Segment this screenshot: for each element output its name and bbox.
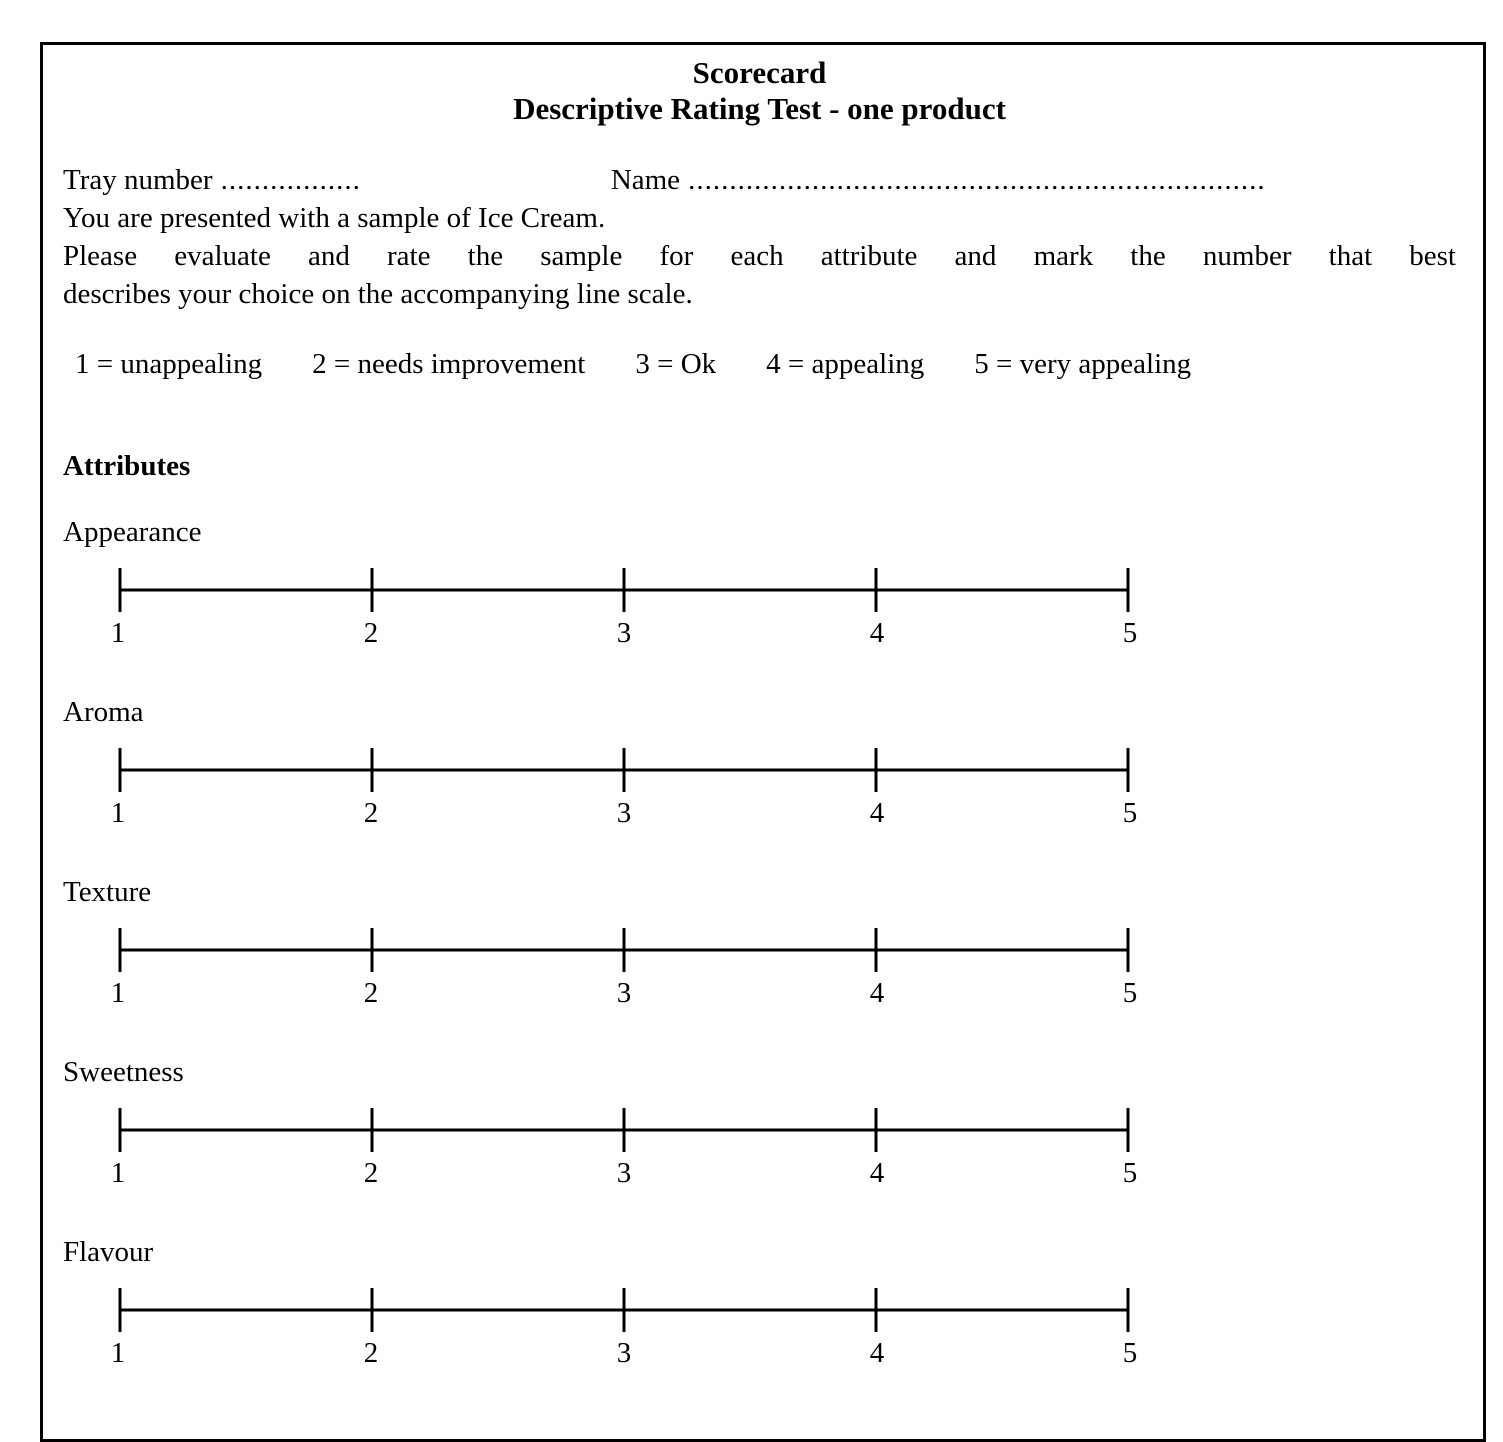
scale-number[interactable]: 2 <box>363 617 379 649</box>
rating-scale-line-icon[interactable] <box>118 927 1130 975</box>
attributes-list <box>63 513 1456 1375</box>
scale-number[interactable]: 5 <box>1122 1157 1138 1189</box>
scale-number[interactable]: 5 <box>1122 617 1138 649</box>
rating-scale[interactable] <box>110 747 1138 835</box>
scale-number[interactable]: 4 <box>869 797 885 829</box>
scale-number[interactable]: 2 <box>363 797 379 829</box>
legend-item: 5 = very appealing <box>974 348 1192 380</box>
scale-number[interactable]: 2 <box>363 1157 379 1189</box>
legend-item: 1 = unappealing <box>75 348 263 380</box>
scale-number[interactable]: 3 <box>616 797 632 829</box>
attribute-block <box>63 1053 1456 1195</box>
attribute-label: Aroma <box>63 696 144 728</box>
scale-number[interactable]: 1 <box>110 977 126 1009</box>
scale-number[interactable]: 4 <box>869 617 885 649</box>
rating-scale-line-icon[interactable] <box>118 1107 1130 1155</box>
instruction-line-2: Please evaluate and rate the sample for each attribute and mark the number that best <box>63 240 1456 272</box>
scale-number[interactable]: 4 <box>869 977 885 1009</box>
scale-number[interactable]: 1 <box>110 1337 126 1369</box>
attribute-label: Flavour <box>63 1236 154 1268</box>
header-fields <box>63 161 1456 199</box>
rating-scale[interactable] <box>110 927 1138 1015</box>
scale-numbers <box>110 615 1138 655</box>
scale-number[interactable]: 5 <box>1122 977 1138 1009</box>
scale-number[interactable]: 5 <box>1122 1337 1138 1369</box>
attributes-heading: Attributes <box>63 450 191 482</box>
attribute-label: Appearance <box>63 516 202 548</box>
attribute-block <box>63 873 1456 1015</box>
title-line-2: Descriptive Rating Test - one product <box>513 91 1006 126</box>
title-line-1: Scorecard <box>692 55 827 90</box>
rating-scale[interactable] <box>110 567 1138 655</box>
scale-number[interactable]: 1 <box>110 1157 126 1189</box>
scale-numbers <box>110 975 1138 1015</box>
attribute-block <box>63 693 1456 835</box>
instruction-line-1: You are presented with a sample of Ice Cream. <box>63 202 606 234</box>
scale-numbers <box>110 795 1138 835</box>
tray-number-blank[interactable]: ................. <box>220 164 361 196</box>
attribute-block <box>63 1233 1456 1375</box>
rating-scale[interactable] <box>110 1107 1138 1195</box>
scale-numbers <box>110 1155 1138 1195</box>
scale-number[interactable]: 4 <box>869 1337 885 1369</box>
legend-item: 2 = needs improvement <box>312 348 586 380</box>
name-blank[interactable]: ...................................................................... <box>688 164 1266 196</box>
attribute-label: Sweetness <box>63 1056 184 1088</box>
rating-scale-line-icon[interactable] <box>118 747 1130 795</box>
scale-legend <box>63 345 1456 383</box>
tray-number-label: Tray number <box>63 164 213 196</box>
document-title <box>63 55 1456 127</box>
legend-item: 3 = Ok <box>635 348 717 380</box>
legend-item: 4 = appealing <box>766 348 925 380</box>
instructions <box>63 199 1456 313</box>
scale-number[interactable]: 1 <box>110 617 126 649</box>
scale-number[interactable]: 1 <box>110 797 126 829</box>
rating-scale[interactable] <box>110 1287 1138 1375</box>
rating-scale-line-icon[interactable] <box>118 1287 1130 1335</box>
scale-number[interactable]: 3 <box>616 617 632 649</box>
scale-number[interactable]: 3 <box>616 977 632 1009</box>
name-label: Name <box>610 164 681 196</box>
scale-number[interactable]: 3 <box>616 1157 632 1189</box>
scale-number[interactable]: 3 <box>616 1337 632 1369</box>
rating-scale-line-icon[interactable] <box>118 567 1130 615</box>
scale-number[interactable]: 2 <box>363 1337 379 1369</box>
scale-numbers <box>110 1335 1138 1375</box>
scale-number[interactable]: 5 <box>1122 797 1138 829</box>
scale-number[interactable]: 4 <box>869 1157 885 1189</box>
attribute-block <box>63 513 1456 655</box>
scale-number[interactable]: 2 <box>363 977 379 1009</box>
instruction-line-3: describes your choice on the accompanying line scale. <box>63 278 693 310</box>
attribute-label: Texture <box>63 876 152 908</box>
scorecard-sheet <box>40 42 1486 1442</box>
